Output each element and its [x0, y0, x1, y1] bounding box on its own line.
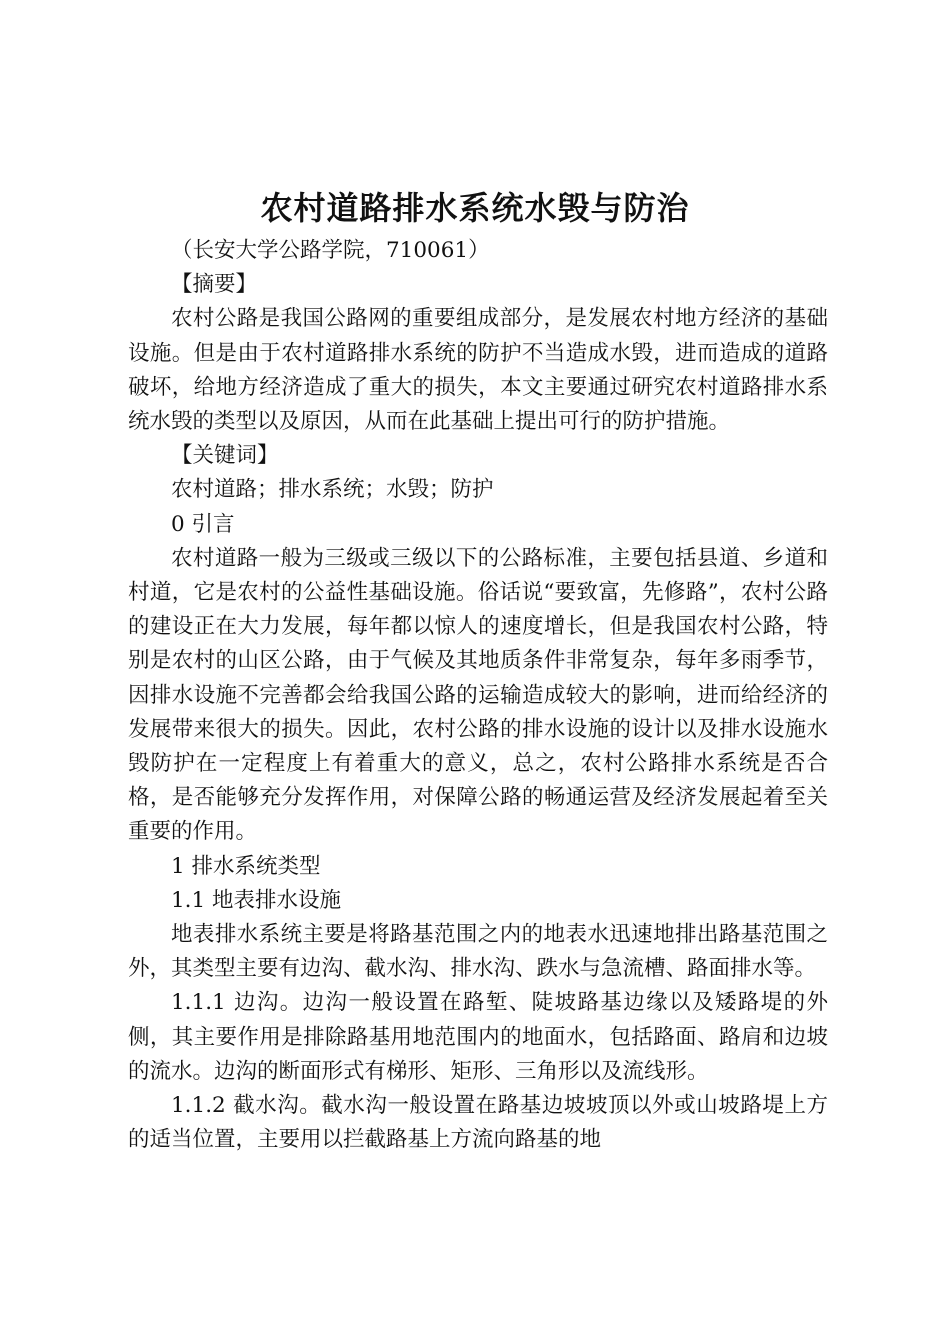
- affiliation: （长安大学公路学院，710061）: [171, 238, 490, 263]
- section1-1-paragraph: 地表排水系统主要是将路基范围之内的地表水迅速地排出路基范围之外，其类型主要有边沟、截水沟、排水沟、跌水与急流槽、路面排水等。: [128, 922, 828, 982]
- document-title: 农村道路排水系统水毁与防治: [260, 189, 690, 227]
- abstract-heading: 【摘要】: [171, 272, 258, 298]
- abstract-paragraph: 农村公路是我国公路网的重要组成部分，是发展农村地方经济的基础设施。但是由于农村道路排水系统的防护不当造成水毁，进而造成的道路破坏，给地方经济造成了重大的损失，本文主要通过研究农村道路排水系统水毁的类型以及原因，从而在此基础上提出可行的防护措施。: [128, 306, 828, 435]
- section1-1-2-paragraph: 1.1.2 截水沟。截水沟一般设置在路基边坡坡顶以外或山坡路堤上方的适当位置，主要用以拦截路基上方流向路基的地: [128, 1093, 828, 1153]
- section1-heading: 1 排水系统类型: [171, 853, 321, 879]
- keywords-list: 农村道路；排水系统；水毁；防护: [171, 477, 494, 503]
- document-body: [128, 234, 828, 1157]
- section1-1-heading: 1.1 地表排水设施: [171, 887, 342, 913]
- intro-heading: 0 引言: [171, 511, 235, 537]
- intro-paragraph: 农村道路一般为三级或三级以下的公路标准，主要包括县道、乡道和村道，它是农村的公益性基础设施。俗话说“要致富，先修路”，农村公路的建设正在大力发展，每年都以惊人的速度增长，但是我国农村公路，特别是农村的山区公路，由于气候及其地质条件非常复杂，每年多雨季节，因排水设施不完善都会给我国公路的运输造成较大的影响，进而给经济的发展带来很大的损失。因此，农村公路的排水设施的设计以及排水设施水毁防护在一定程度上有着重大的意义，总之，农村公路排水系统是否合格，是否能够充分发挥作用，对保障公路的畅通运营及经济发展起着至关重要的作用。: [128, 545, 828, 845]
- keywords-heading: 【关键词】: [171, 443, 279, 469]
- section1-1-1-paragraph: 1.1.1 边沟。边沟一般设置在路堑、陡坡路基边缘以及矮路堤的外侧，其主要作用是排除路基用地范围内的地面水，包括路面、路肩和边坡的流水。边沟的断面形式有梯形、矩形、三角形以及流线形。: [128, 990, 828, 1084]
